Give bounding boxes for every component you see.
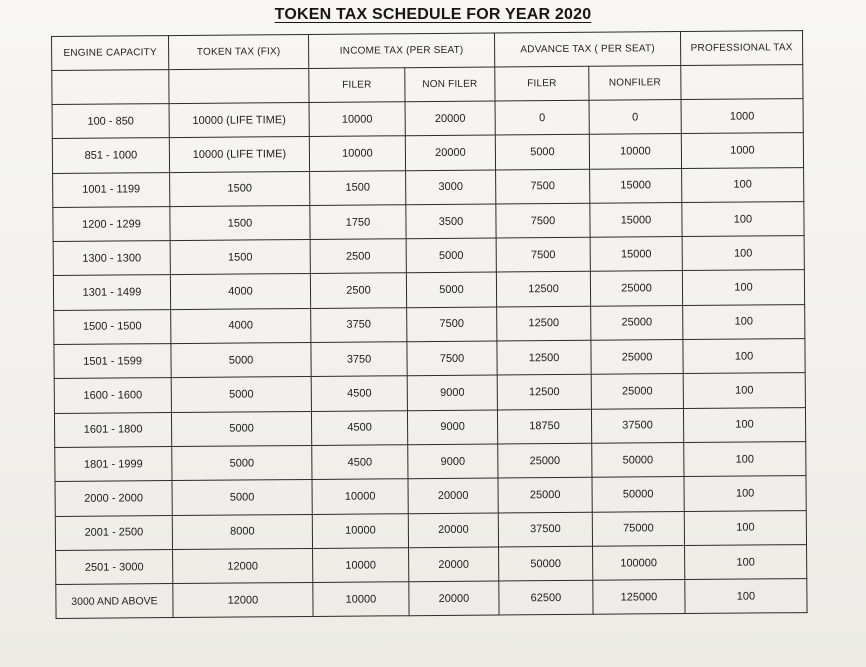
header-engine-capacity: ENGINE CAPACITY [52, 36, 169, 71]
cell-professional-tax: 100 [683, 407, 805, 442]
table-row [54, 407, 805, 447]
cell-advance-non-filer: 10000 [589, 134, 681, 169]
table-row [55, 476, 806, 516]
cell-advance-non-filer: 25000 [591, 374, 683, 409]
cell-income-non-filer: 20000 [408, 513, 498, 548]
table-row [56, 579, 807, 619]
subheader-income-non-filer: NON FILER [405, 67, 495, 102]
table-row [52, 99, 803, 139]
cell-professional-tax: 100 [684, 510, 806, 545]
cell-advance-filer: 18750 [497, 409, 591, 444]
cell-engine-capacity: 851 - 1000 [52, 138, 169, 173]
tax-schedule-table [51, 30, 808, 619]
subheader-empty-professional [681, 65, 803, 100]
cell-advance-filer: 50000 [499, 546, 593, 581]
cell-token-tax: 10000 (LIFE TIME) [169, 137, 309, 172]
cell-token-tax: 5000 [172, 445, 312, 480]
cell-engine-capacity: 1301 - 1499 [53, 275, 170, 310]
cell-income-filer: 10000 [312, 479, 408, 514]
cell-advance-non-filer: 25000 [590, 271, 682, 306]
table-row [54, 339, 805, 379]
cell-income-non-filer: 3500 [406, 204, 496, 239]
cell-token-tax: 5000 [171, 343, 311, 378]
cell-engine-capacity: 2501 - 3000 [56, 549, 173, 584]
cell-advance-filer: 37500 [498, 512, 592, 547]
cell-advance-filer: 12500 [497, 306, 591, 341]
cell-income-filer: 10000 [313, 548, 409, 583]
cell-token-tax: 4000 [170, 274, 310, 309]
cell-advance-filer: 12500 [497, 375, 591, 410]
cell-token-tax: 1500 [170, 240, 310, 275]
cell-professional-tax: 100 [682, 201, 804, 236]
cell-income-filer: 2500 [310, 239, 406, 274]
cell-professional-tax: 100 [682, 167, 804, 202]
cell-income-non-filer: 20000 [408, 478, 498, 513]
subheader-advance-non-filer: NONFILER [589, 66, 681, 101]
table-row [53, 236, 804, 276]
cell-engine-capacity: 1500 - 1500 [54, 309, 171, 344]
cell-advance-non-filer: 125000 [593, 580, 685, 615]
cell-income-non-filer: 20000 [405, 135, 495, 170]
cell-income-filer: 10000 [309, 136, 405, 171]
cell-professional-tax: 100 [682, 236, 804, 271]
cell-professional-tax: 100 [683, 339, 805, 374]
cell-token-tax: 5000 [171, 377, 311, 412]
cell-advance-non-filer: 25000 [591, 340, 683, 375]
cell-professional-tax: 100 [682, 270, 804, 305]
page-title [0, 6, 866, 24]
cell-income-filer: 4500 [312, 445, 408, 480]
title-text: TOKEN TAX SCHEDULE FOR YEAR 2020 [274, 6, 592, 23]
cell-advance-non-filer: 15000 [590, 237, 682, 272]
cell-income-filer: 3750 [311, 307, 407, 342]
subheader-empty-engine [52, 70, 169, 105]
cell-token-tax: 5000 [172, 480, 312, 515]
cell-advance-non-filer: 0 [589, 100, 681, 135]
cell-professional-tax: 100 [684, 442, 806, 477]
cell-token-tax: 10000 (LIFE TIME) [169, 102, 309, 137]
cell-income-non-filer: 5000 [406, 272, 496, 307]
cell-token-tax: 1500 [170, 205, 310, 240]
cell-income-non-filer: 3000 [406, 170, 496, 205]
cell-advance-filer: 7500 [496, 169, 590, 204]
cell-income-filer: 1750 [310, 205, 406, 240]
cell-advance-filer: 0 [495, 100, 589, 135]
cell-engine-capacity: 1600 - 1600 [54, 378, 171, 413]
cell-engine-capacity: 3000 AND ABOVE [56, 584, 173, 619]
cell-professional-tax: 100 [684, 476, 806, 511]
cell-token-tax: 12000 [173, 583, 313, 618]
cell-advance-filer: 12500 [497, 340, 591, 375]
cell-advance-non-filer: 50000 [592, 477, 684, 512]
cell-income-non-filer: 20000 [409, 547, 499, 582]
table-body [52, 99, 807, 619]
cell-professional-tax: 100 [685, 544, 807, 579]
cell-token-tax: 12000 [173, 548, 313, 583]
cell-advance-non-filer: 50000 [592, 443, 684, 478]
cell-income-filer: 3750 [311, 342, 407, 377]
cell-professional-tax: 100 [683, 373, 805, 408]
cell-advance-non-filer: 37500 [591, 408, 683, 443]
header-token-tax: TOKEN TAX (FIX) [169, 34, 309, 69]
table-row [52, 133, 803, 173]
cell-advance-non-filer: 75000 [592, 511, 684, 546]
cell-income-non-filer: 9000 [407, 410, 497, 445]
cell-income-non-filer: 7500 [407, 341, 497, 376]
cell-income-filer: 4500 [311, 410, 407, 445]
cell-token-tax: 5000 [171, 411, 311, 446]
cell-income-non-filer: 9000 [408, 444, 498, 479]
header-professional-tax: PROFESSIONAL TAX [680, 31, 802, 66]
cell-engine-capacity: 1001 - 1199 [53, 172, 170, 207]
cell-income-non-filer: 7500 [407, 307, 497, 342]
cell-advance-filer: 25000 [498, 443, 592, 478]
cell-income-non-filer: 20000 [409, 581, 499, 616]
cell-professional-tax: 100 [683, 304, 805, 339]
cell-advance-non-filer: 100000 [593, 545, 685, 580]
cell-income-filer: 4500 [311, 376, 407, 411]
cell-income-non-filer: 20000 [405, 101, 495, 136]
cell-engine-capacity: 100 - 850 [52, 104, 169, 139]
cell-income-non-filer: 5000 [406, 238, 496, 273]
cell-advance-non-filer: 15000 [590, 168, 682, 203]
cell-advance-filer: 5000 [495, 135, 589, 170]
cell-advance-filer: 12500 [496, 272, 590, 307]
table-row [56, 544, 807, 584]
cell-income-filer: 1500 [310, 170, 406, 205]
table-row [53, 201, 804, 241]
subheader-income-filer: FILER [309, 68, 405, 103]
table-row [55, 510, 806, 550]
cell-income-filer: 10000 [313, 582, 409, 617]
cell-token-tax: 1500 [170, 171, 310, 206]
cell-advance-filer: 7500 [496, 203, 590, 238]
cell-income-non-filer: 9000 [407, 375, 497, 410]
cell-token-tax: 8000 [172, 514, 312, 549]
cell-professional-tax: 100 [685, 579, 807, 614]
header-advance-tax: ADVANCE TAX ( PER SEAT) [494, 32, 680, 67]
subheader-empty-token [169, 68, 309, 103]
header-income-tax: INCOME TAX (PER SEAT) [308, 33, 494, 68]
cell-income-filer: 10000 [309, 102, 405, 137]
cell-engine-capacity: 1501 - 1599 [54, 344, 171, 379]
table-row [54, 304, 805, 344]
cell-engine-capacity: 1300 - 1300 [53, 241, 170, 276]
cell-engine-capacity: 2001 - 2500 [55, 515, 172, 550]
cell-engine-capacity: 1601 - 1800 [54, 412, 171, 447]
cell-engine-capacity: 2000 - 2000 [55, 481, 172, 516]
cell-advance-non-filer: 15000 [590, 202, 682, 237]
table-row [53, 167, 804, 207]
cell-engine-capacity: 1801 - 1999 [55, 447, 172, 482]
cell-token-tax: 4000 [171, 308, 311, 343]
subheader-advance-filer: FILER [495, 66, 589, 101]
cell-engine-capacity: 1200 - 1299 [53, 206, 170, 241]
cell-professional-tax: 1000 [681, 133, 803, 168]
cell-advance-non-filer: 25000 [591, 305, 683, 340]
table-row [55, 442, 806, 482]
table-row [53, 270, 804, 310]
table-row [54, 373, 805, 413]
cell-advance-filer: 7500 [496, 237, 590, 272]
cell-professional-tax: 1000 [681, 99, 803, 134]
cell-advance-filer: 62500 [499, 580, 593, 615]
cell-income-filer: 10000 [312, 513, 408, 548]
cell-advance-filer: 25000 [498, 478, 592, 513]
cell-income-filer: 2500 [310, 273, 406, 308]
